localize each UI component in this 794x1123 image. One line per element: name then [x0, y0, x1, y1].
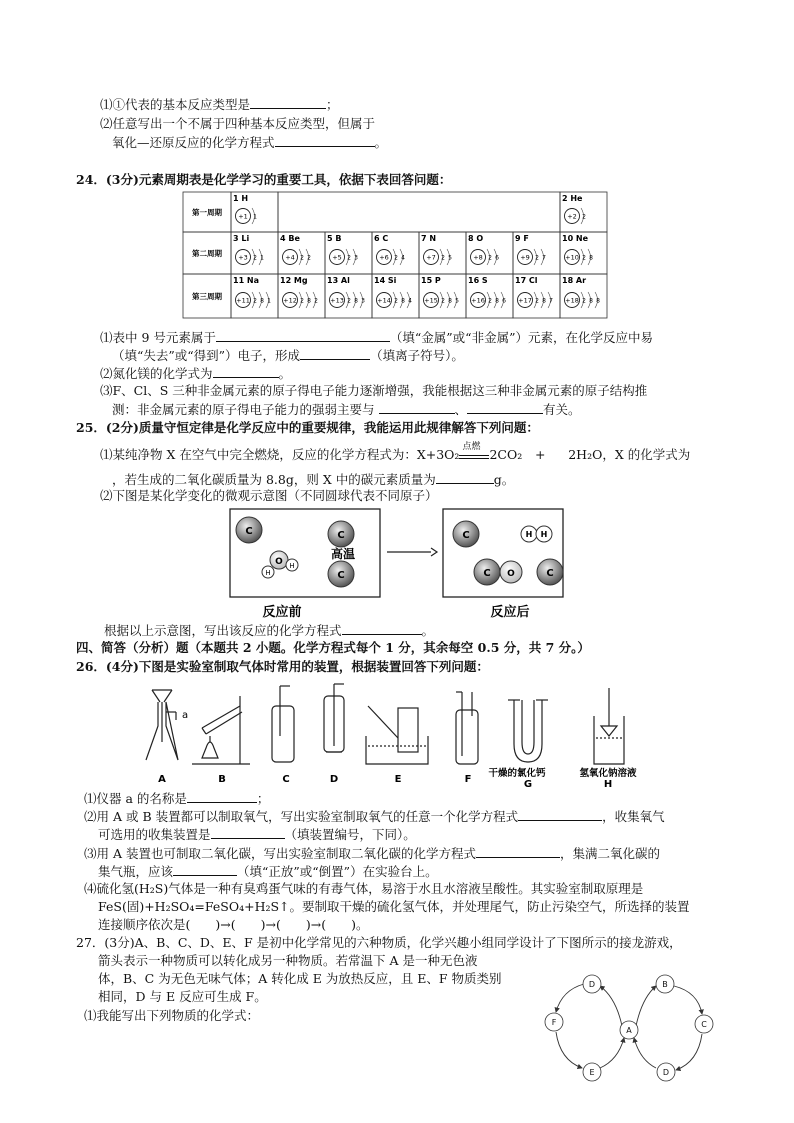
q26-s2-line1 — [84, 808, 665, 825]
svg-text:8: 8 — [448, 297, 452, 305]
element-period3 — [419, 274, 466, 318]
svg-text:5: 5 — [448, 254, 452, 262]
q24-blank-formula[interactable] — [213, 365, 279, 378]
periodic-table — [181, 190, 613, 320]
element-period3 — [325, 274, 372, 318]
node-d-bottom — [657, 1063, 675, 1081]
svg-text:+9: +9 — [520, 253, 530, 262]
svg-text:1: 1 — [253, 213, 257, 221]
svg-text:8: 8 — [354, 297, 358, 305]
svg-text:+6: +6 — [379, 253, 389, 262]
svg-text:C: C — [462, 530, 470, 541]
svg-text:7: 7 — [542, 254, 546, 262]
q26-blank-co2-equation[interactable] — [476, 845, 560, 858]
svg-text:C: C — [701, 1020, 707, 1029]
q26-heading — [76, 659, 489, 675]
q27-line3: 体，B、C 为无色无味气体；A 转化成 E 为放热反应，且 E、F 物质类别 — [98, 971, 502, 986]
svg-text:4 Be: 4 Be — [280, 234, 300, 243]
element-period3 — [466, 274, 513, 318]
q26-s2-line2 — [98, 826, 416, 843]
svg-text:3 Li: 3 Li — [233, 234, 250, 243]
svg-text:C: C — [546, 568, 554, 579]
product-c-atom-2 — [537, 559, 563, 585]
q26-s1-end: ； — [256, 791, 270, 806]
svg-text:+17: +17 — [518, 296, 532, 305]
q23-line3 — [112, 134, 387, 151]
apparatus-b-heating — [192, 696, 250, 764]
node-c — [695, 1015, 713, 1033]
h-reagent-label: 氢氧化钠溶液 — [579, 768, 637, 779]
svg-text:8: 8 — [542, 297, 546, 305]
svg-text:8 O: 8 O — [468, 234, 484, 243]
svg-text:17 Cl: 17 Cl — [515, 276, 538, 285]
svg-text:8: 8 — [260, 297, 264, 305]
svg-text:2: 2 — [394, 297, 398, 305]
svg-text:+16: +16 — [471, 296, 485, 305]
svg-text:2: 2 — [300, 254, 304, 262]
element-period3 — [513, 274, 560, 318]
q25-s1-text-f: g。 — [493, 472, 515, 487]
svg-text:+3: +3 — [238, 253, 248, 262]
q24-s1-text-c: （填“失去”或“得到”）电子，形成 — [112, 348, 301, 363]
node-a — [620, 1021, 638, 1039]
svg-text:2: 2 — [300, 297, 304, 305]
q25-s1-text-a: ⑴某纯净物 X 在空气中完全燃烧，反应的化学方程式为：X+3O₂ — [100, 447, 460, 462]
q26-s4-line2: FeS(固)+H₂SO₄=FeSO₄+H₂S↑。要制取干燥的硫化氢气体，并处理尾气，防止污染空气，所选择的装置 — [98, 899, 690, 914]
q25-heading — [76, 420, 539, 436]
q26-s1-text: ⑴仪器 a 的名称是 — [84, 791, 187, 806]
apparatus-label-g: G — [523, 779, 533, 788]
svg-text:F: F — [551, 1018, 557, 1027]
svg-text:2: 2 — [535, 297, 539, 305]
reactant-c-atom-3 — [328, 561, 354, 587]
svg-text:10 Ne: 10 Ne — [562, 234, 589, 243]
q24-blank-factor2[interactable] — [467, 401, 543, 414]
q26-head-text: 26．(4分)下图是实验室制取气体时常用的装置，根据装置回答下列问题： — [76, 659, 489, 674]
q26-blank-instrument[interactable] — [187, 790, 257, 803]
svg-text:4: 4 — [408, 297, 412, 305]
node-e — [583, 1063, 601, 1081]
q24-s3-line1: ⑶F、Cl、S 三种非金属元素的原子得电子能力逐渐增强，我能根据这三种非金属元素的原子结构推 — [100, 383, 648, 398]
q26-s4-line3 — [98, 917, 368, 933]
svg-text:11 Na: 11 Na — [233, 276, 260, 285]
q24-heading — [76, 172, 451, 188]
q25-blank-mass[interactable] — [436, 471, 494, 484]
svg-text:C: C — [337, 570, 345, 581]
q24-s1-text-a: ⑴表中 9 号元素属于 — [100, 330, 216, 345]
element-period3 — [372, 274, 419, 318]
q24-s3-text-c: 、 — [454, 402, 468, 417]
q23-line1 — [100, 96, 339, 113]
element-h — [231, 192, 278, 232]
svg-text:1: 1 — [267, 297, 271, 305]
svg-text:H: H — [289, 562, 295, 570]
apparatus-label-c: C — [282, 774, 290, 785]
svg-text:1: 1 — [260, 254, 264, 262]
svg-text:A: A — [626, 1026, 632, 1035]
apparatus-f-bottle — [456, 692, 478, 764]
conversion-diagram — [536, 968, 730, 1100]
node-b — [656, 975, 674, 993]
q24-s2 — [100, 365, 291, 382]
element-period2 — [466, 232, 513, 274]
svg-text:15 P: 15 P — [421, 276, 441, 285]
svg-text:C: C — [337, 530, 345, 541]
q23-text3-end: 。 — [374, 135, 388, 150]
svg-text:2: 2 — [582, 213, 586, 221]
svg-text:O: O — [275, 557, 283, 567]
svg-text:+13: +13 — [330, 296, 344, 305]
q27-line5: ⑴我能写出下列物质的化学式： — [84, 1008, 260, 1023]
q27-line1 — [76, 935, 682, 951]
svg-text:2: 2 — [582, 297, 586, 305]
q23-text1-end: ； — [326, 97, 339, 112]
apparatus-label-a: A — [158, 774, 166, 785]
element-he — [560, 192, 607, 232]
arrow-d2-a — [634, 1038, 656, 1068]
svg-text:2: 2 — [307, 254, 311, 262]
q25-s3-text: 根据以上示意图，写出该反应的化学方程式 — [104, 623, 342, 638]
q27-text1: 27．(3分)A、B、C、D、E、F 是初中化学常见的六种物质，化学兴趣小组同学设计了下图所示的接龙游戏， — [76, 935, 682, 950]
svg-text:6: 6 — [502, 297, 506, 305]
apparatus-c-bottle — [272, 686, 294, 762]
q26-s3-text-d: （填“正放”或“倒置”）在实验台上。 — [237, 864, 438, 879]
q24-head-text: 24．(3分)元素周期表是化学学习的重要工具，依据下表回答问题： — [76, 172, 452, 187]
reactant-c-atom-2 — [328, 521, 354, 547]
apparatus-a-label: a — [182, 710, 189, 721]
svg-text:+2: +2 — [567, 212, 577, 221]
q25-condition-text: 点燃 — [462, 442, 481, 452]
q25-s1-text-e: ，若生成的二氧化碳质量为 8.8g，则 X 中的碳元素质量为 — [112, 472, 436, 487]
apparatus-g-u-tube — [508, 700, 548, 762]
row-label: 第三周期 — [192, 292, 222, 301]
q24-s1-text-b: （填“金属”或“非金属”）元素，在化学反应中易 — [389, 330, 653, 345]
svg-text:O: O — [507, 569, 515, 579]
q26-sequence-blanks[interactable]: ( )→( )→( )→( )。 — [185, 917, 369, 932]
svg-text:+10: +10 — [565, 253, 579, 262]
caption-after: 反应后 — [490, 605, 530, 620]
section-4-text: 四、简答（分析）题（本题共 2 小题。化学方程式每个 1 分，其余每空 0.5 分，共 7 分。） — [76, 640, 590, 655]
g-reagent-label: 干燥的氯化钙 — [488, 768, 546, 779]
q25-s3-end: 。 — [421, 623, 435, 638]
q25-condition — [459, 442, 489, 459]
svg-text:8: 8 — [589, 297, 593, 305]
svg-text:+7: +7 — [426, 253, 436, 262]
svg-text:H: H — [540, 530, 548, 539]
apparatus-a-flask — [146, 690, 178, 760]
q26-s3-line2 — [98, 863, 438, 880]
apparatus-label-b: B — [218, 774, 226, 785]
apparatus-e-trough — [366, 706, 428, 764]
apparatus-h-beaker — [594, 688, 624, 764]
arrow-b-c — [674, 986, 702, 1014]
q24-blank-metal[interactable] — [216, 329, 390, 342]
q25-s1-text-b: 2CO₂ — [489, 447, 523, 462]
svg-text:8: 8 — [401, 297, 405, 305]
svg-text:2: 2 — [488, 297, 492, 305]
apparatus-label-d: D — [329, 774, 339, 785]
svg-text:2: 2 — [441, 254, 445, 262]
q26-s4-text-c: 连接顺序依次是 — [98, 917, 186, 932]
q24-s3-text-d: 有关。 — [543, 402, 581, 417]
svg-text:2: 2 — [347, 254, 351, 262]
q23-line2: ⑵任意写出一个不属于四种基本反应类型，但属于 — [100, 116, 376, 131]
svg-text:2: 2 — [582, 254, 586, 262]
q25-equal-sign — [459, 455, 489, 459]
svg-text:7 N: 7 N — [421, 234, 437, 243]
section-4-heading — [76, 640, 590, 656]
q25-s1-line1 — [100, 442, 691, 463]
caption-before: 反应前 — [262, 605, 302, 620]
svg-text:D: D — [662, 1068, 670, 1077]
element-period2 — [325, 232, 372, 274]
arrow-a-b — [636, 986, 656, 1026]
svg-text:C: C — [245, 526, 253, 537]
element-period2 — [560, 232, 607, 274]
svg-text:+4: +4 — [285, 253, 295, 262]
q26-blank-collector[interactable] — [211, 826, 285, 839]
svg-text:5: 5 — [455, 297, 459, 305]
q23-blank2[interactable] — [275, 134, 375, 147]
q26-s2-text-d: （填装置编号，下同）。 — [284, 827, 416, 842]
svg-text:3: 3 — [354, 254, 358, 262]
element-period2 — [513, 232, 560, 274]
q24-s3-line2 — [112, 401, 581, 418]
svg-text:13 Al: 13 Al — [327, 276, 350, 285]
element-period3 — [231, 274, 278, 318]
row-label: 第二周期 — [192, 249, 222, 258]
q24-s1-line2 — [112, 347, 464, 364]
q23-text1: ⑴①代表的基本反应类型是 — [100, 97, 251, 112]
svg-text:16 S: 16 S — [468, 276, 488, 285]
node-f — [545, 1013, 563, 1031]
q24-s1-text-d: （填离子符号）。 — [370, 348, 464, 363]
q26-s2-text-b: ，收集氧气 — [602, 809, 665, 824]
q27-line4: 相同，D 与 E 反应可生成 F。 — [98, 989, 267, 1004]
arrow-f-e — [556, 1032, 582, 1068]
svg-text:18 Ar: 18 Ar — [562, 276, 587, 285]
q26-s3-line1 — [84, 845, 660, 862]
element-period3 — [560, 274, 607, 318]
q25-blank-equation[interactable] — [342, 622, 422, 635]
svg-text:9 F: 9 F — [515, 234, 529, 243]
q26-s3-text-b: ，集满二氧化碳的 — [559, 846, 660, 861]
q24-blank-factor1[interactable] — [379, 401, 455, 414]
svg-text:2: 2 — [441, 297, 445, 305]
svg-text:+5: +5 — [332, 253, 342, 262]
q25-s1-line2 — [112, 471, 514, 488]
apparatus-figure — [130, 676, 650, 788]
svg-text:8: 8 — [589, 254, 593, 262]
svg-text:+11: +11 — [236, 296, 250, 305]
svg-text:C: C — [483, 568, 491, 579]
q26-s3-text-c: 集气瓶，应该 — [98, 864, 174, 879]
arrow-c-d2 — [676, 1034, 702, 1070]
svg-text:2: 2 — [253, 297, 257, 305]
arrow-e-a — [600, 1038, 624, 1068]
apparatus-d-bottle — [324, 684, 344, 752]
svg-text:8: 8 — [495, 297, 499, 305]
svg-text:2: 2 — [394, 254, 398, 262]
svg-text:1 H: 1 H — [233, 194, 249, 203]
svg-text:2: 2 — [314, 297, 318, 305]
reaction-arrow — [387, 548, 437, 556]
svg-text:2: 2 — [347, 297, 351, 305]
q26-s2-text-c: 可选用的收集装置是 — [98, 827, 211, 842]
svg-text:+15: +15 — [424, 296, 438, 305]
element-period3 — [278, 274, 325, 318]
row-label: 第一周期 — [192, 208, 222, 217]
q25-head-text: 25．(2分)质量守恒定律是化学反应中的重要规律，我能运用此规律解答下列问题： — [76, 420, 539, 435]
element-period2 — [278, 232, 325, 274]
arrow-d1-f — [556, 984, 584, 1012]
svg-text:+1: +1 — [238, 212, 248, 221]
q26-blank-o2-equation[interactable] — [518, 808, 602, 821]
svg-text:H: H — [525, 530, 533, 539]
arrow-a-d1 — [600, 986, 622, 1026]
reactant-c-atom-1 — [236, 517, 262, 543]
svg-text:8: 8 — [307, 297, 311, 305]
q25-plus: + — [534, 447, 546, 462]
element-period2 — [419, 232, 466, 274]
svg-text:D: D — [588, 980, 596, 989]
svg-text:+12: +12 — [283, 296, 297, 305]
q25-s3 — [104, 622, 434, 639]
reactant-water-molecule — [262, 551, 298, 578]
node-d-top — [583, 975, 601, 993]
svg-text:2 He: 2 He — [562, 194, 583, 203]
period1-gap — [278, 192, 560, 232]
svg-text:+14: +14 — [377, 296, 391, 305]
q24-s3-text-b: 测：非金属元素的原子得电子能力的强弱主要与 — [112, 402, 375, 417]
q27-line2: 箭头表示一种物质可以转化成另一种物质。若常温下 A 是一种无色液 — [98, 953, 478, 968]
element-period2 — [372, 232, 419, 274]
svg-text:6 C: 6 C — [374, 234, 389, 243]
q24-blank-ion[interactable] — [300, 347, 370, 360]
q25-s2: ⑵下图是某化学变化的微观示意图（不同圆球代表不同原子） — [100, 488, 438, 503]
product-h2-molecule — [521, 526, 552, 542]
svg-text:2: 2 — [488, 254, 492, 262]
svg-text:7: 7 — [549, 297, 553, 305]
q26-blank-placement[interactable] — [173, 863, 237, 876]
q23-blank1[interactable] — [250, 96, 326, 109]
product-c-atom — [453, 521, 479, 547]
svg-text:8: 8 — [596, 297, 600, 305]
apparatus-label-f: F — [464, 774, 472, 785]
svg-text:H: H — [265, 569, 271, 577]
q26-s3-text-a: ⑶用 A 装置也可制取二氧化碳，写出实验室制取二氧化碳的化学方程式 — [84, 846, 476, 861]
apparatus-label-h: H — [603, 779, 613, 788]
svg-text:4: 4 — [401, 254, 405, 262]
svg-text:+8: +8 — [473, 253, 483, 262]
svg-text:14 Si: 14 Si — [374, 276, 397, 285]
svg-text:+18: +18 — [565, 296, 579, 305]
q26-s4-line1: ⑷硫化氢(H₂S)气体是一种有臭鸡蛋气味的有毒气体，易溶于水且水溶液呈酸性。其实验室制取原理是 — [84, 881, 644, 896]
svg-text:6: 6 — [495, 254, 499, 262]
q24-s1-line1 — [100, 329, 653, 346]
q24-s2-end: 。 — [278, 366, 292, 381]
micro-diagram — [225, 504, 565, 622]
q25-s1-text-d: 2H₂O，X 的化学式为 — [568, 447, 691, 462]
svg-text:3: 3 — [361, 297, 365, 305]
svg-text:12 Mg: 12 Mg — [280, 276, 308, 285]
svg-text:2: 2 — [253, 254, 257, 262]
svg-text:E: E — [589, 1068, 595, 1077]
q24-s2-text: ⑵氮化镁的化学式为 — [100, 366, 213, 381]
apparatus-label-e: E — [394, 774, 402, 785]
q26-s1 — [84, 790, 269, 807]
q26-s2-text-a: ⑵用 A 或 B 装置都可以制取氧气，写出实验室制取氧气的任意一个化学方程式 — [84, 809, 519, 824]
svg-text:5 B: 5 B — [327, 234, 342, 243]
arrow-condition: 高温 — [330, 547, 356, 561]
svg-text:B: B — [662, 980, 668, 989]
svg-text:2: 2 — [535, 254, 539, 262]
element-period2 — [231, 232, 278, 274]
product-co-molecule — [474, 559, 522, 585]
q23-text3: 氧化—还原反应的化学方程式 — [112, 135, 275, 150]
